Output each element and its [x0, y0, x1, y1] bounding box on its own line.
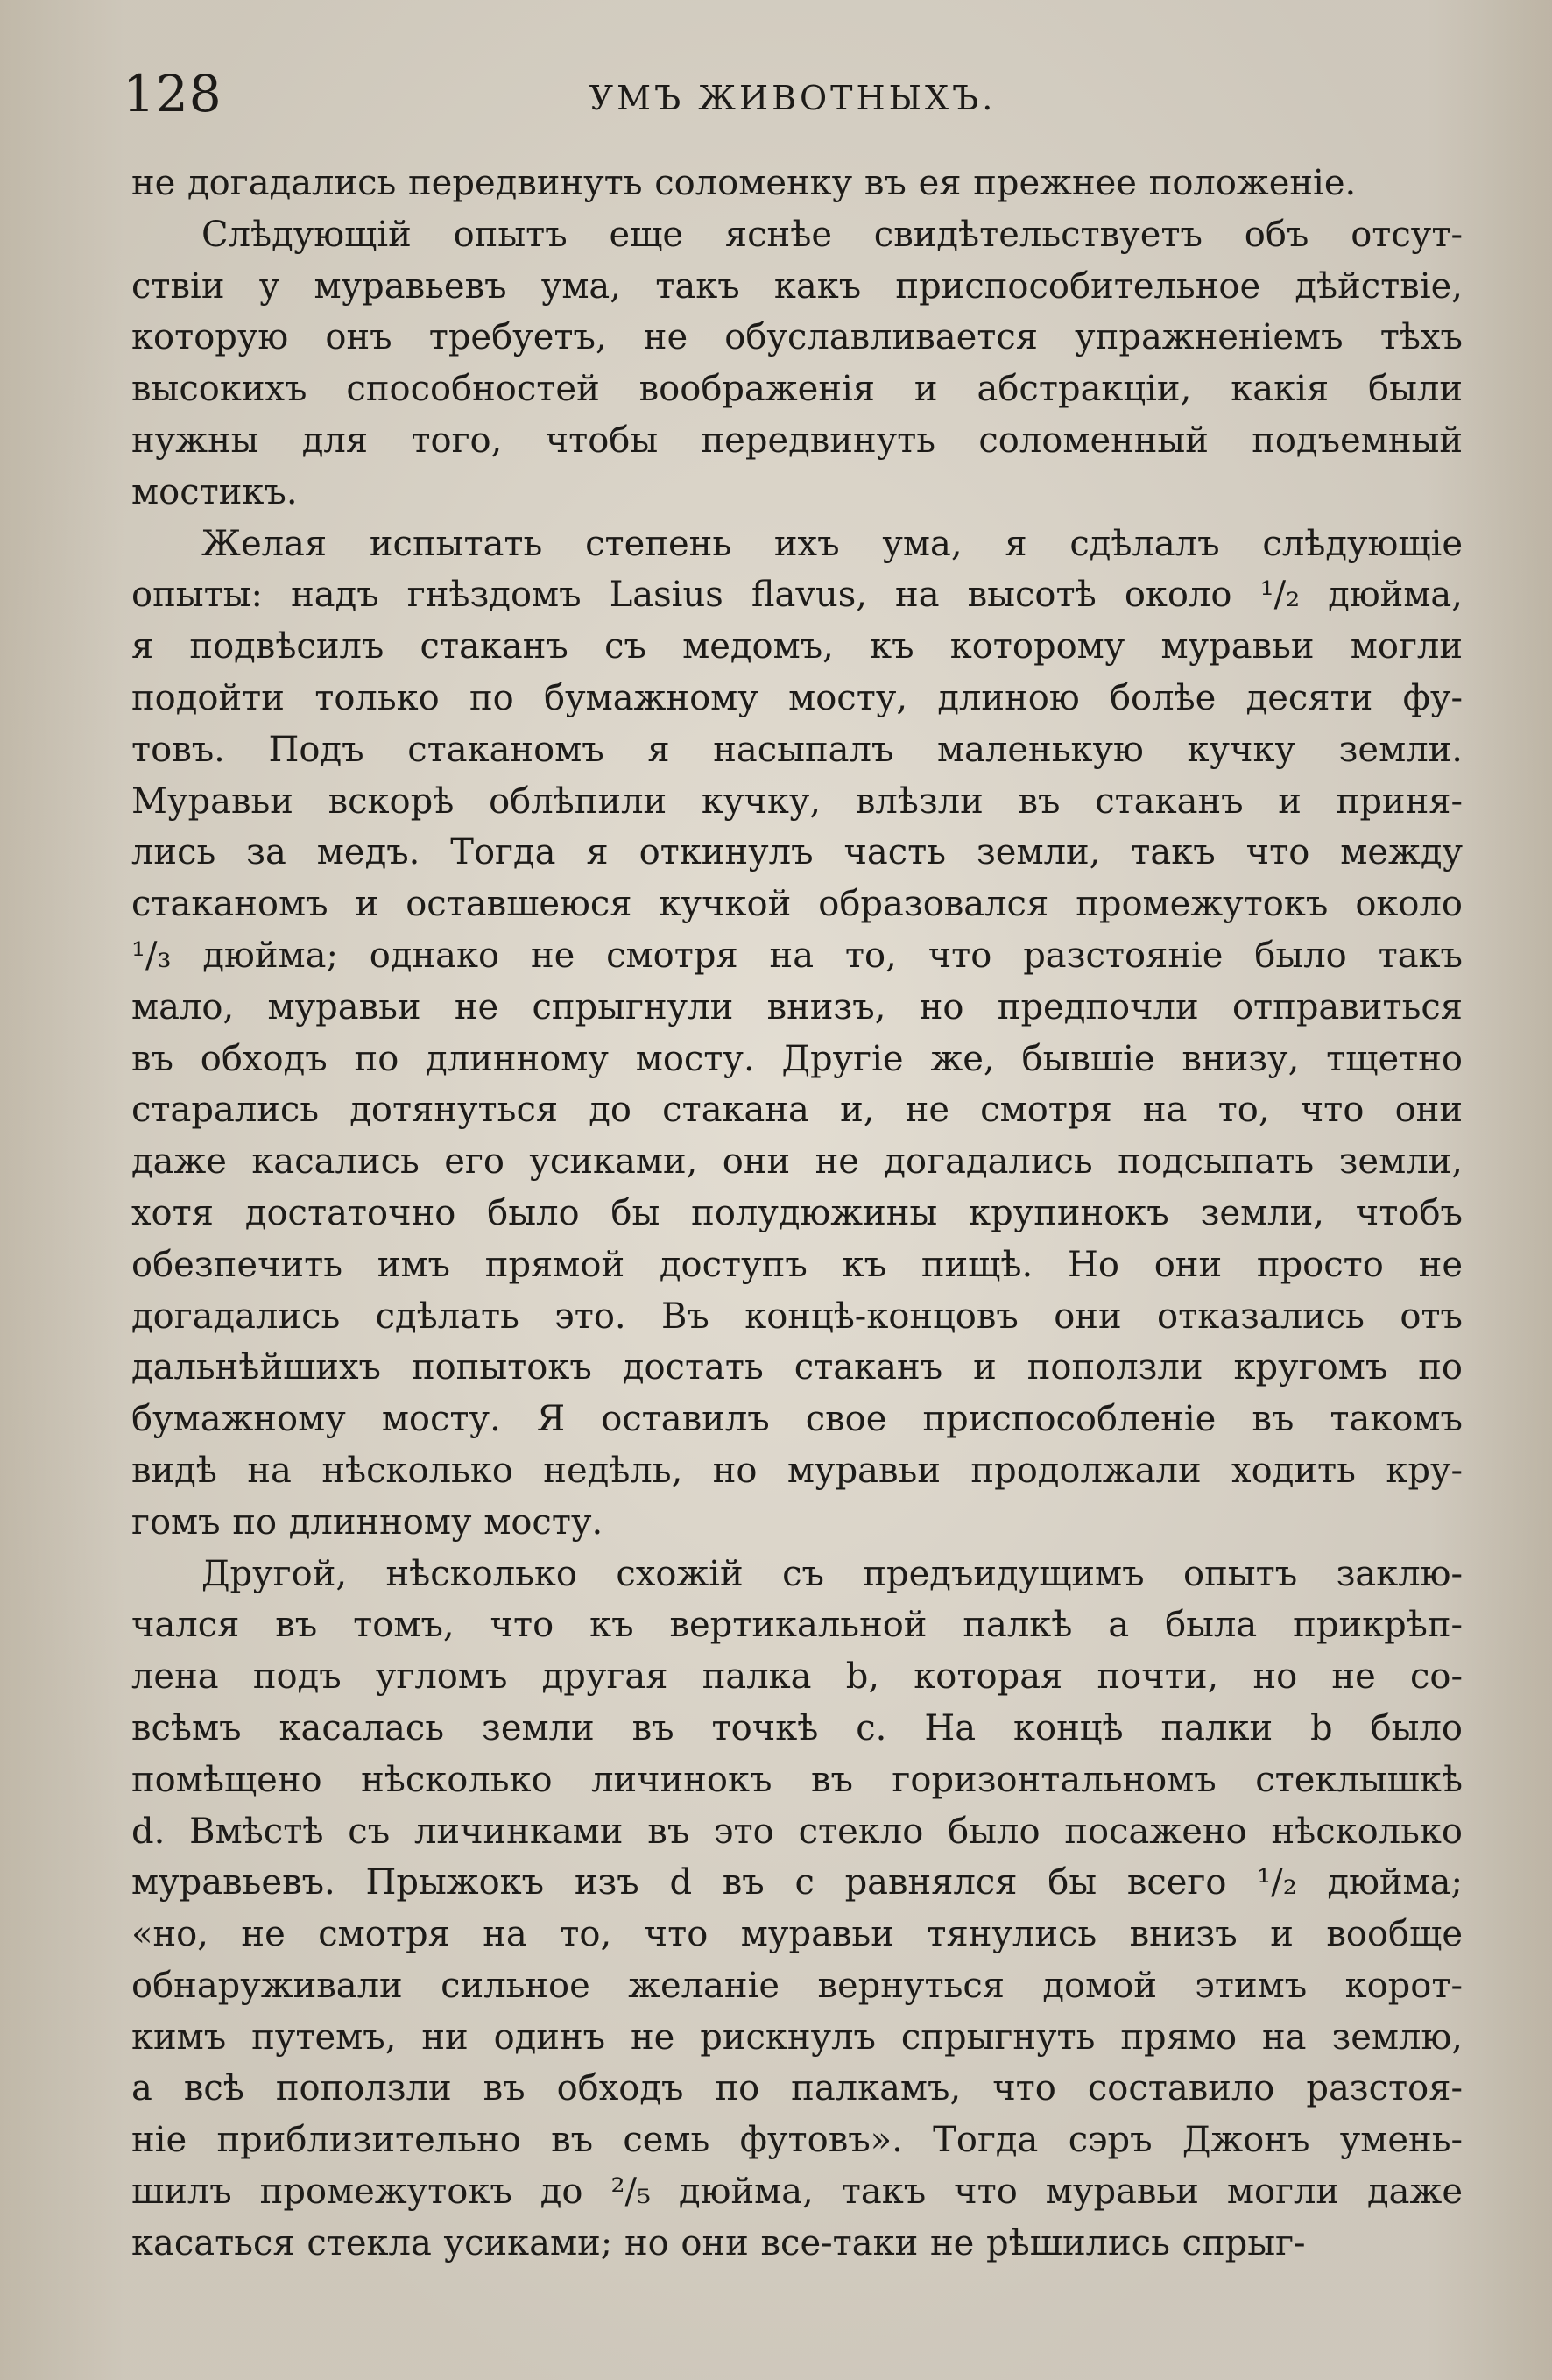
text-line: бумажному мосту. Я оставилъ свое приспособленiе въ такомъ [131, 1399, 1463, 1440]
text-line: чался въ томъ, что къ вертикальной палкѣ a была прикрѣп- [131, 1605, 1463, 1646]
text-line: Желая испытать степень ихъ ума, я сдѣлалъ слѣдующiе [201, 523, 1463, 564]
text-line: высокихъ способностей воображенiя и абстракцiи, какiя были [131, 369, 1463, 410]
text-line: опыты: надъ гнѣздомъ Lasius flavus, на высотѣ около ¹/₂ дюйма, [131, 575, 1463, 616]
text-line: всѣмъ касалась земли въ точкѣ c. На концѣ палки b было [131, 1707, 1463, 1748]
text-line: въ обходъ по длинному мосту. Другiе же, бывшiе внизу, тщетно [131, 1038, 1463, 1079]
text-line: помѣщено нѣсколько личинокъ въ горизонтальномъ стеклышкѣ [131, 1759, 1463, 1800]
text-line: нiе приблизительно въ семь футовъ». Тогда сэръ Джонъ умень- [131, 2120, 1463, 2161]
text-line: Слѣдующiй опытъ еще яснѣе свидѣтельствуетъ объ отсут- [201, 214, 1463, 255]
paragraph [131, 158, 1463, 209]
text-line: лись за медъ. Тогда я откинулъ часть земли, такъ что между [131, 832, 1463, 873]
text-line: я подвѣсилъ стаканъ съ медомъ, къ которому муравьи могли [131, 626, 1463, 667]
text-line: старались дотянуться до стакана и, не смотря на то, что они [131, 1090, 1463, 1131]
text-line: ¹/₃ дюйма; однако не смотря на то, что разстоянiе было такъ [131, 935, 1463, 976]
paragraph [131, 519, 1463, 1549]
text-line: Другой, нѣсколько схожiй съ предъидущимъ опытъ заклю- [201, 1553, 1463, 1594]
text-line: d. Вмѣстѣ съ личинками въ это стекло было посажено нѣсколько [131, 1811, 1463, 1852]
text-line: ствiи у муравьевъ ума, такъ какъ приспособительное дѣйствiе, [131, 265, 1463, 307]
text-line: видѣ на нѣсколько недѣль, но муравьи продолжали ходить кру- [131, 1450, 1463, 1491]
paragraph [131, 209, 1463, 519]
text-line: «но, не смотря на то, что муравьи тянулись внизъ и вообще [131, 1914, 1463, 1955]
text-line: которую онъ требуетъ, не обуславливается упражненiемъ тѣхъ [131, 317, 1463, 358]
text-line: мало, муравьи не спрыгнули внизъ, но предпочли отправиться [131, 986, 1463, 1028]
text-line: а всѣ поползли въ обходъ по палкамъ, что составило разстоя- [131, 2068, 1463, 2109]
text-line: хотя достаточно было бы полудюжины крупинокъ земли, чтобъ [131, 1192, 1463, 1233]
text-line: кимъ путемъ, ни одинъ не рискнулъ спрыгнуть прямо на землю, [131, 2016, 1463, 2058]
running-head: УМЪ ЖИВОТНЫХЪ. [589, 79, 997, 117]
paragraph [131, 1549, 1463, 2270]
page-number: 128 [123, 64, 222, 124]
text-line: догадались сдѣлать это. Въ концѣ-концовъ они отказались отъ [131, 1296, 1463, 1337]
text-line: подойти только по бумажному мосту, длиною болѣе десяти фу- [131, 677, 1463, 718]
body-text [131, 158, 1463, 2270]
text-line: не догадались передвинуть соломенку въ ея прежнее положенiе. [131, 163, 1357, 203]
text-line: шилъ промежутокъ до ²/₅ дюйма, такъ что муравьи могли даже [131, 2172, 1463, 2213]
page-header [123, 63, 1463, 124]
text-line: товъ. Подъ стаканомъ я насыпалъ маленькую кучку земли. [131, 729, 1463, 770]
text-line: касаться стекла усиками; но они все-таки не рѣшились спрыг- [131, 2222, 1306, 2263]
text-line: стаканомъ и оставшеюся кучкой образовался промежутокъ около [131, 884, 1463, 925]
text-line: гомъ по длинному мосту. [131, 1501, 603, 1543]
text-line: даже касались его усиками, они не догадались подсыпать земли, [131, 1141, 1463, 1183]
text-line: Муравьи вскорѣ облѣпили кучку, влѣзли въ стаканъ и приня- [131, 780, 1463, 822]
text-line: обезпечить имъ прямой доступъ къ пищѣ. Но они просто не [131, 1244, 1463, 1285]
text-line: дальнѣйшихъ попытокъ достать стаканъ и поползли кругомъ по [131, 1347, 1463, 1388]
text-line: обнаруживали сильное желанiе вернуться домой этимъ корот- [131, 1965, 1463, 2006]
text-line: муравьевъ. Прыжокъ изъ d въ c равнялся бы всего ¹/₂ дюйма; [131, 1862, 1463, 1903]
text-line: лена подъ угломъ другая палка b, которая почти, но не со- [131, 1656, 1463, 1698]
text-line: мостикъ. [131, 471, 298, 512]
text-line: нужны для того, чтобы передвинуть соломенный подъемный [131, 420, 1463, 461]
